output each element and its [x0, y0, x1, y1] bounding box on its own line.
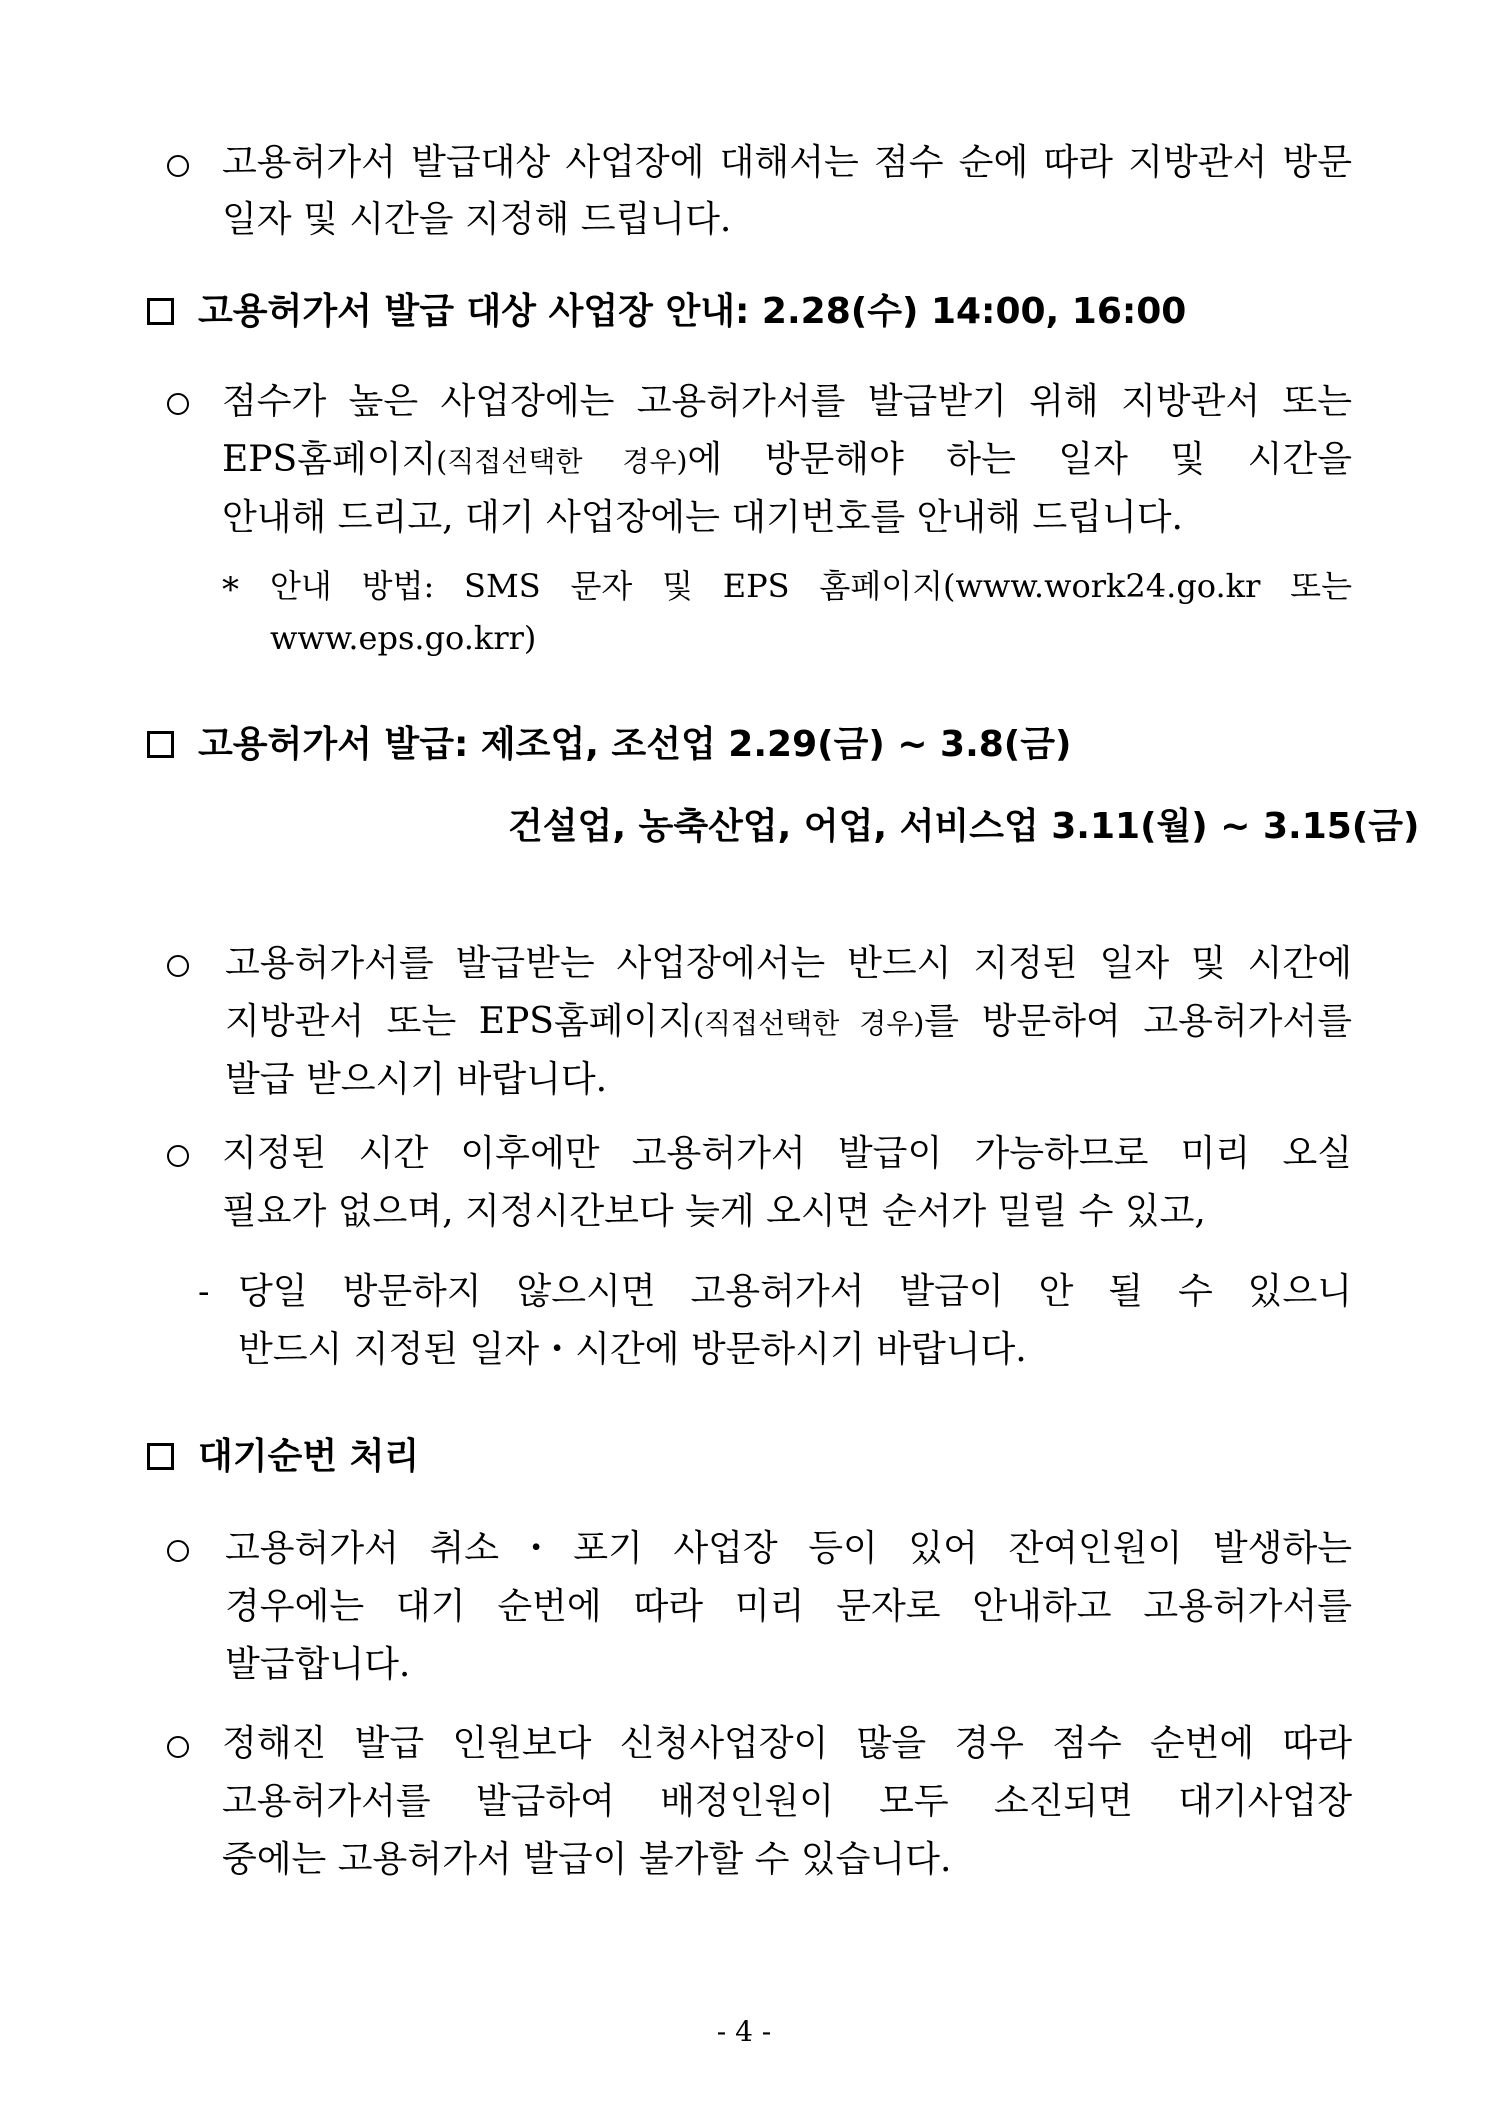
paragraph-1-line-2: 일자 및 시간을 지정해 드립니다.	[222, 199, 732, 240]
bullet-circle-icon	[167, 155, 189, 177]
paragraph-3-line-1: 고용허가서를 발급받는 사업장에서는 반드시 지정된 일자 및 시간에	[225, 943, 1352, 984]
paragraph-6-line-1: 정해진 발급 인원보다 신청사업장이 많을 경우 점수 순번에 따라	[222, 1723, 1352, 1764]
bullet-circle-icon	[167, 1540, 189, 1562]
heading-checkbox-icon	[147, 298, 174, 325]
paragraph-5-line-3: 발급합니다.	[225, 1644, 411, 1685]
bullet-circle-icon	[167, 1736, 189, 1758]
heading-issuance-notice: 고용허가서 발급 대상 사업장 안내: 2.28(수) 14:00, 16:00	[198, 291, 1187, 332]
paragraph-3-line-2: 지방관서 또는 EPS홈페이지(직접선택한 경우)를 방문하여 고용허가서를	[225, 1001, 1352, 1042]
paragraph-2-line-2: EPS홈페이지(직접선택한 경우)에 방문해야 하는 일자 및 시간을	[222, 439, 1352, 480]
bullet-circle-icon	[167, 1145, 189, 1167]
paragraph-5-line-1: 고용허가서 취소・포기 사업장 등이 있어 잔여인원이 발생하는	[225, 1528, 1352, 1569]
paragraph-6-line-3: 중에는 고용허가서 발급이 불가할 수 있습니다.	[222, 1839, 952, 1880]
asterisk-icon: *	[222, 570, 239, 610]
bullet-circle-icon	[167, 955, 189, 977]
paragraph-4-line-1: 지정된 시간 이후에만 고용허가서 발급이 가능하므로 미리 오실	[222, 1133, 1352, 1174]
paragraph-1-line-1: 고용허가서 발급대상 사업장에 대해서는 점수 순에 따라 지방관서 방문	[222, 142, 1352, 183]
heading-checkbox-icon	[147, 1443, 174, 1470]
dash-icon: -	[198, 1272, 210, 1312]
paragraph-4-line-2: 필요가 없으며, 지정시간보다 늦게 오시면 순서가 밀릴 수 있고,	[222, 1191, 1206, 1232]
heading-waiting-number: 대기순번 처리	[198, 1436, 420, 1477]
note-line-2: www.eps.go.krr)	[270, 619, 537, 657]
heading-issuance-schedule: 고용허가서 발급: 제조업, 조선업 2.29(금) ~ 3.8(금)	[198, 724, 1072, 765]
sub-item-line-1: 당일 방문하지 않으시면 고용허가서 발급이 안 될 수 있으니	[238, 1271, 1352, 1312]
note-line-1: 안내 방법: SMS 문자 및 EPS 홈페이지(www.work24.go.kr 또는	[270, 567, 1352, 605]
bullet-circle-icon	[167, 393, 189, 415]
paragraph-5-line-2: 경우에는 대기 순번에 따라 미리 문자로 안내하고 고용허가서를	[225, 1586, 1352, 1627]
paragraph-3-line-3: 발급 받으시기 바랍니다.	[225, 1059, 608, 1100]
heading-checkbox-icon	[147, 731, 174, 758]
paragraph-6-line-2: 고용허가서를 발급하여 배정인원이 모두 소진되면 대기사업장	[222, 1781, 1352, 1822]
sub-item-line-2: 반드시 지정된 일자・시간에 방문하시기 바랍니다.	[238, 1329, 1027, 1370]
page-number: - 4 -	[716, 2015, 772, 2048]
paragraph-2-line-1: 점수가 높은 사업장에는 고용허가서를 발급받기 위해 지방관서 또는	[222, 381, 1352, 422]
heading-issuance-schedule-line-2: 건설업, 농축산업, 어업, 서비스업 3.11(월) ~ 3.15(금)	[508, 806, 1420, 847]
paragraph-2-line-3: 안내해 드리고, 대기 사업장에는 대기번호를 안내해 드립니다.	[222, 497, 1183, 538]
